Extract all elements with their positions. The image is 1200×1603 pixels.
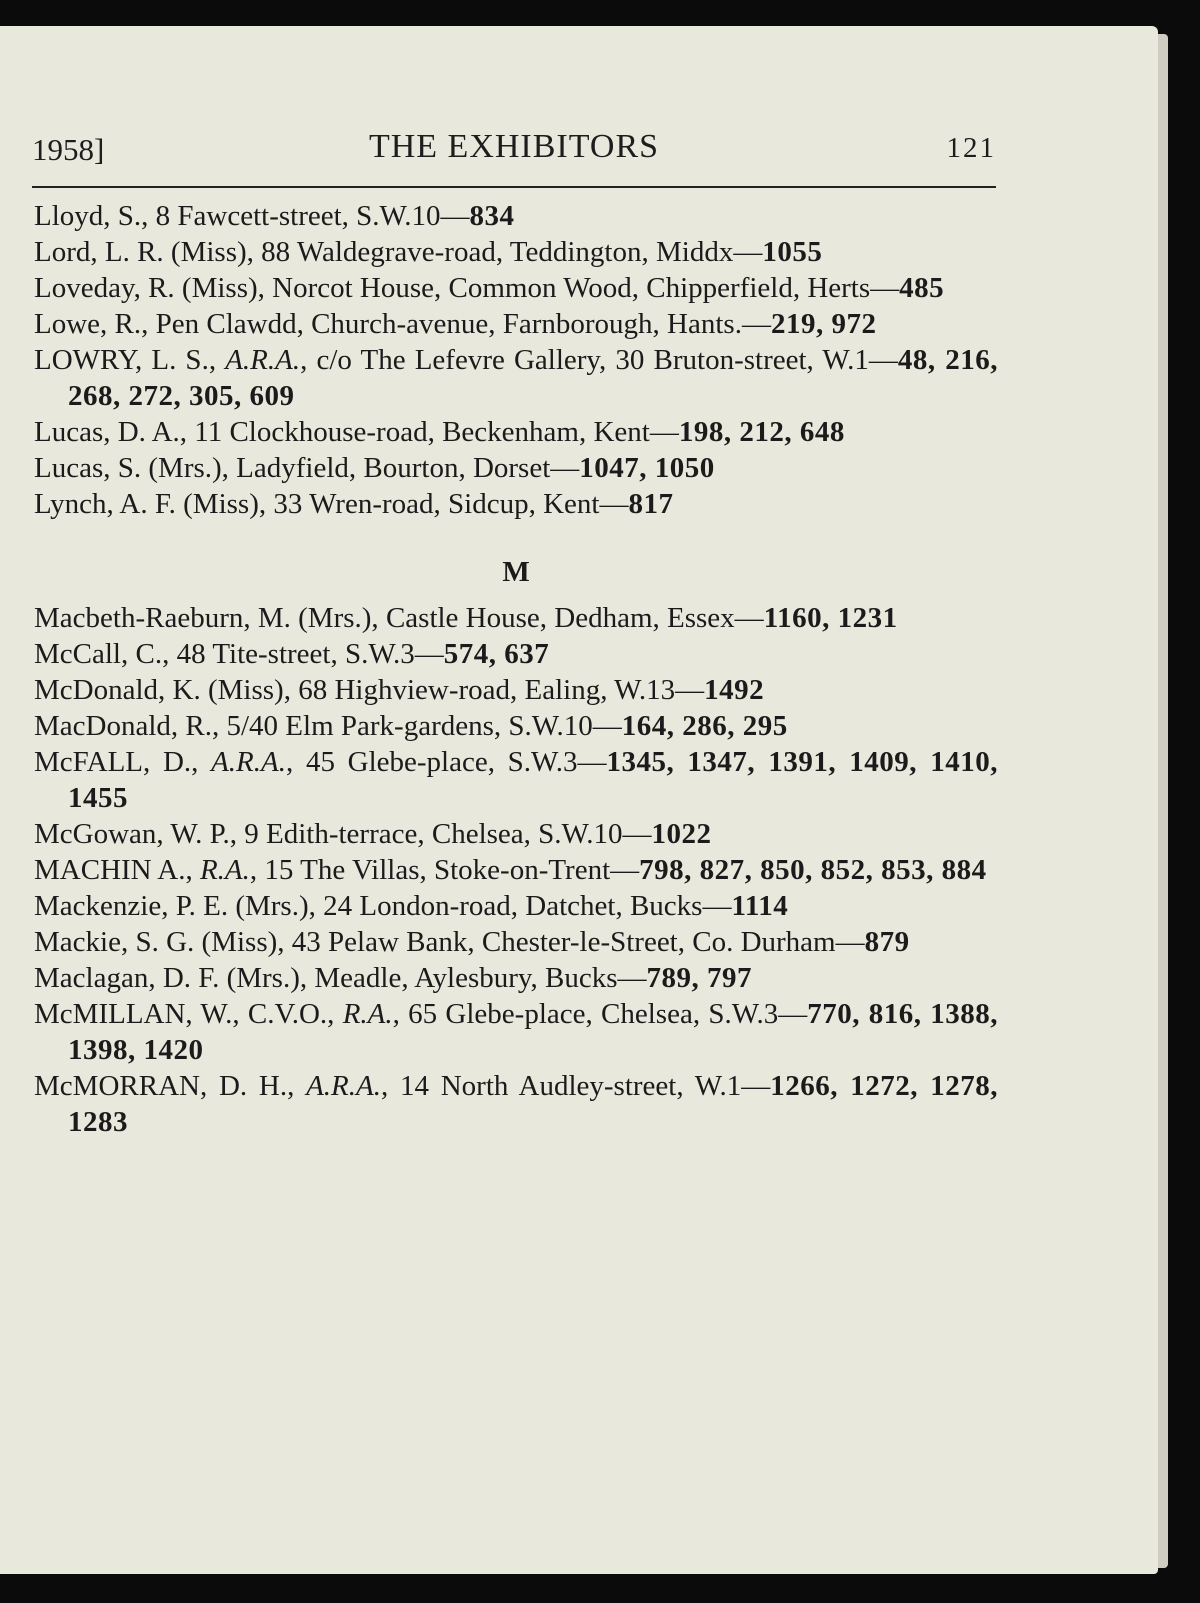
exhibitor-entry (34, 996, 998, 1068)
exhibitor-name: LOWRY, L. S., (34, 344, 226, 376)
exhibitor-entry (34, 270, 998, 306)
exhibitor-address: Meadle, Aylesbury, Bucks— (307, 962, 647, 994)
exhibitor-name: MACHIN A., (34, 854, 200, 886)
exhibit-numbers: 574, 637 (443, 638, 550, 670)
exhibitor-address: 8 Fawcett-street, S.W.10— (148, 200, 470, 232)
exhibitor-address: 68 Highview-road, Ealing, W.13— (290, 674, 705, 706)
exhibitor-name: McGowan, W. P., (34, 818, 238, 850)
exhibitor-name: McMILLAN, W., C.V.O., (34, 998, 343, 1030)
exhibitor-entry (34, 924, 998, 960)
exhibitor-entry (34, 414, 998, 450)
page-number: 121 (946, 132, 996, 164)
exhibitor-address: 9 Edith-terrace, Chelsea, S.W.10— (237, 818, 652, 850)
exhibitor-address: Norcot House, Common Wood, Chipperfield, Herts— (264, 272, 900, 304)
section-letter: M (502, 556, 530, 588)
exhibitor-address: 11 Clockhouse-road, Beckenham, Kent— (187, 416, 679, 448)
exhibitor-entry (34, 600, 998, 636)
exhibitor-name: Lloyd, S., (34, 200, 149, 232)
exhibit-numbers: 1160, 1231 (763, 602, 898, 634)
exhibitor-entry (34, 852, 998, 888)
exhibit-numbers: 789, 797 (646, 962, 753, 994)
exhibitor-entry (34, 960, 998, 996)
exhibitor-title: A.R.A. (211, 746, 286, 778)
exhibitor-name: Loveday, R. (Miss), (34, 272, 265, 304)
exhibitor-address: 24 London-road, Datchet, Bucks— (315, 890, 732, 922)
exhibitor-entry (34, 234, 998, 270)
exhibitor-group-m (34, 600, 998, 1140)
exhibitor-title: A.R.A. (225, 344, 301, 376)
exhibitor-list (34, 198, 998, 1140)
exhibitor-name: McMORRAN, D. H., (34, 1070, 307, 1102)
exhibitor-address: 33 Wren-road, Sidcup, Kent— (266, 488, 629, 520)
exhibit-numbers: 485 (899, 272, 945, 304)
running-header (32, 128, 996, 172)
exhibit-numbers: 219, 972 (770, 308, 877, 340)
exhibitor-entry (34, 450, 998, 486)
exhibitor-address: Ladyfield, Bourton, Dorset— (228, 452, 580, 484)
exhibitor-entry (34, 744, 998, 816)
exhibit-numbers: 164, 286, 295 (621, 710, 788, 742)
exhibitor-name: Mackie, S. G. (Miss), (34, 926, 285, 958)
exhibitor-name: Maclagan, D. F. (Mrs.), (34, 962, 308, 994)
exhibitor-address: 43 Pelaw Bank, Chester-le-Street, Co. Durham— (284, 926, 865, 958)
exhibit-numbers: 1345, 1347, 1391, 1409, 1410, 1455 (68, 746, 998, 814)
exhibitor-name: MacDonald, R., (34, 710, 220, 742)
exhibit-numbers: 879 (864, 926, 910, 958)
exhibit-numbers: 834 (469, 200, 515, 232)
exhibit-numbers: 198, 212, 648 (678, 416, 845, 448)
exhibitor-address: , 15 The Villas, Stoke-on-Trent— (249, 854, 640, 886)
exhibitor-entry (34, 1068, 998, 1140)
exhibitor-address: 5/40 Elm Park-gardens, S.W.10— (219, 710, 622, 742)
exhibitor-address: 48 Tite-street, S.W.3— (169, 638, 444, 670)
exhibit-numbers: 48, 216, 268, 272, 305, 609 (68, 344, 998, 412)
exhibitor-name: Lowe, R., (34, 308, 149, 340)
exhibitor-title: R.A. (199, 854, 250, 886)
exhibitor-name: McDonald, K. (Miss), (34, 674, 291, 706)
exhibitor-name: Lynch, A. F. (Miss), (34, 488, 267, 520)
exhibitor-entry (34, 708, 998, 744)
exhibitor-address: Pen Clawdd, Church-avenue, Farnborough, Hants.— (148, 308, 771, 340)
exhibitor-title: R.A. (342, 998, 393, 1030)
exhibitor-entry (34, 636, 998, 672)
exhibitor-entry (34, 816, 998, 852)
exhibitor-entry (34, 306, 998, 342)
exhibit-numbers: 1266, 1272, 1278, 1283 (68, 1070, 999, 1138)
page-edge (1158, 34, 1168, 1568)
exhibitor-name: Lucas, S. (Mrs.), (34, 452, 229, 484)
exhibitor-title: A.R.A. (306, 1070, 381, 1102)
exhibitor-name: Lucas, D. A., (34, 416, 188, 448)
exhibitor-address: , 65 Glebe-place, Chelsea, S.W.3— (392, 998, 808, 1030)
exhibit-numbers: 798, 827, 850, 852, 853, 884 (639, 854, 987, 886)
exhibitor-address: Castle House, Dedham, Essex— (378, 602, 764, 634)
exhibit-numbers: 770, 816, 1388, 1398, 1420 (68, 998, 999, 1066)
exhibitor-entry (34, 342, 998, 414)
exhibitor-name: McFALL, D., (34, 746, 212, 778)
exhibitor-address: , 14 North Audley-street, W.1— (380, 1070, 771, 1102)
exhibitor-address: 88 Waldegrave-road, Teddington, Middx— (253, 236, 763, 268)
exhibit-numbers: 1114 (731, 890, 789, 922)
exhibitor-entry (34, 198, 998, 234)
exhibit-numbers: 1492 (704, 674, 765, 706)
header-year: 1958] (32, 132, 105, 167)
exhibitor-group-l (34, 198, 998, 522)
exhibitor-name: Mackenzie, P. E. (Mrs.), (34, 890, 316, 922)
exhibitor-name: McCall, C., (34, 638, 170, 670)
page-title: THE EXHIBITORS (368, 128, 660, 165)
exhibitor-entry (34, 888, 998, 924)
exhibit-numbers: 1022 (651, 818, 712, 850)
header-rule (32, 186, 996, 188)
exhibit-numbers: 1055 (762, 236, 823, 268)
exhibit-numbers: 817 (628, 488, 674, 520)
exhibitor-address: , c/o The Lefevre Gallery, 30 Bruton-street, W.1— (300, 344, 898, 376)
exhibitor-entry (34, 486, 998, 522)
exhibit-numbers: 1047, 1050 (579, 452, 715, 484)
exhibitor-name: Lord, L. R. (Miss), (34, 236, 254, 268)
exhibitor-name: Macbeth-Raeburn, M. (Mrs.), (34, 602, 379, 634)
exhibitor-address: , 45 Glebe-place, S.W.3— (286, 746, 607, 778)
exhibitor-entry (34, 672, 998, 708)
